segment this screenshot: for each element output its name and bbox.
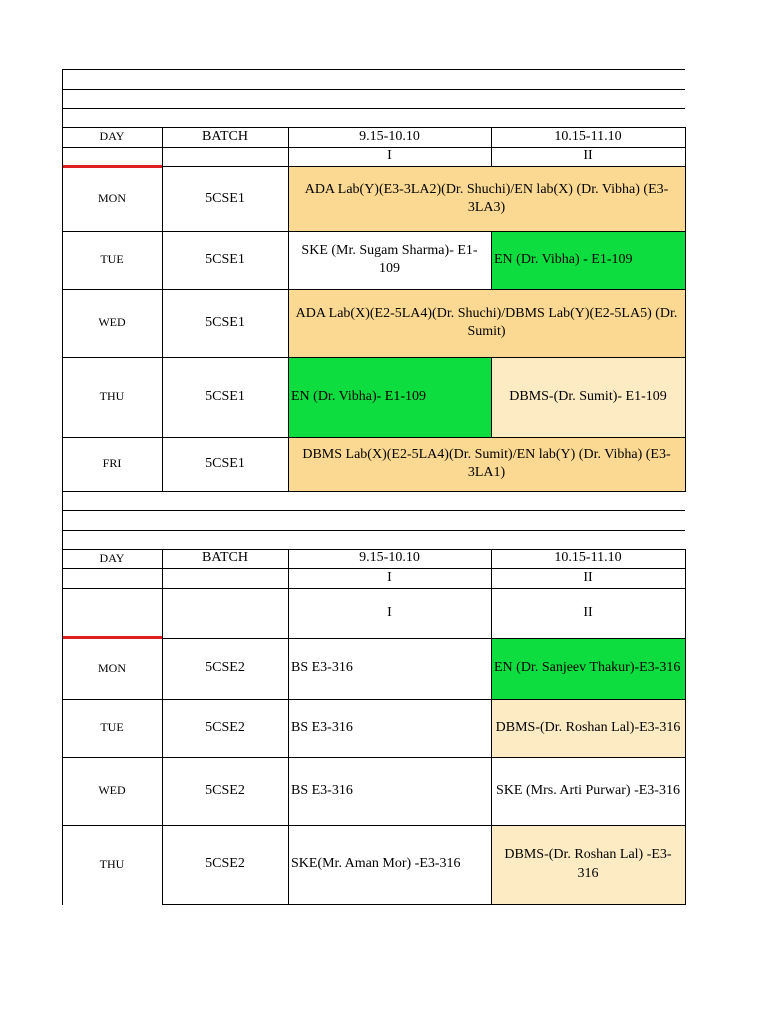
- t2-header-slot1-num-repeat: I: [387, 604, 392, 620]
- t2-row-mon-day: MON: [97, 660, 126, 675]
- t1-header-slot1-time: 9.15-10.10: [359, 128, 420, 144]
- t2-row-mon-batch: 5CSE2: [205, 660, 245, 676]
- t2-row-wed-day: WED: [98, 783, 126, 798]
- t1-row-tue-slot2: EN (Dr. Vibha) - E1-109: [494, 251, 633, 267]
- t1-row-wed-day: WED: [98, 315, 126, 330]
- t1-row-wed-lab: ADA Lab(X)(E2-5LA4)(Dr. Shuchi)/DBMS Lab(Y)(E2-5LA5) (Dr. Sumit): [295, 305, 678, 339]
- t1-row-fri-batch: 5CSE1: [205, 455, 245, 471]
- t1-row-thu-slot1: EN (Dr. Vibha)- E1-109: [291, 388, 426, 404]
- t1-row-fri-lab: DBMS Lab(X)(E2-5LA4)(Dr. Sumit)/EN lab(Y) (Dr. Vibha) (E3-3LA1): [302, 446, 671, 480]
- t1-row-thu-slot2: DBMS-(Dr. Sumit)- E1-109: [509, 388, 667, 404]
- t2-header-slot2-num: II: [583, 569, 593, 585]
- t2-row-wed-batch: 5CSE2: [205, 782, 245, 798]
- t1-header-batch: BATCH: [202, 128, 248, 144]
- t1-row-wed-batch: 5CSE1: [205, 314, 245, 330]
- t2-row-tue-day: TUE: [100, 720, 124, 735]
- t2-row-tue-slot2: DBMS-(Dr. Roshan Lal)-E3-316: [495, 719, 681, 735]
- t1-row-tue-slot1: SKE (Mr. Sugam Sharma)- E1-109: [301, 242, 478, 276]
- t1-row-mon-batch: 5CSE1: [205, 190, 245, 206]
- t2-row-wed-slot2: SKE (Mrs. Arti Purwar) -E3-316: [496, 782, 680, 798]
- t2-header-slot2-num-repeat: II: [583, 604, 593, 620]
- t1-row-fri-day: FRI: [102, 456, 122, 471]
- t1-row-thu-batch: 5CSE1: [205, 388, 245, 404]
- t1-header-slot2-time: 10.15-11.10: [554, 128, 622, 144]
- t2-row-wed-slot1: BS E3-316: [291, 782, 353, 798]
- t1-row-tue-day: TUE: [100, 252, 124, 267]
- t2-row-thu-day: THU: [99, 856, 125, 871]
- t1-header-day: DAY: [99, 129, 125, 144]
- t2-row-thu-batch: 5CSE2: [205, 856, 245, 872]
- t2-row-tue-slot1: BS E3-316: [291, 719, 353, 735]
- t2-header-slot1-time: 9.15-10.10: [359, 550, 420, 566]
- t2-header-batch: BATCH: [202, 550, 248, 566]
- t2-row-thu-slot2: DBMS-(Dr. Roshan Lal) -E3-316: [504, 847, 672, 881]
- t1-row-tue-batch: 5CSE1: [205, 251, 245, 267]
- t2-row-mon-slot2: EN (Dr. Sanjeev Thakur)-E3-316: [494, 660, 681, 676]
- t1-header-slot2-num: II: [583, 148, 593, 164]
- t1-row-mon-lab: ADA Lab(Y)(E3-3LA2)(Dr. Shuchi)/EN lab(X) (Dr. Vibha) (E3-3LA3): [304, 181, 669, 215]
- t1-row-mon-day: MON: [97, 191, 126, 206]
- t1-header-slot1-num: I: [387, 148, 392, 164]
- t2-header-slot1-num: I: [387, 569, 392, 585]
- t2-row-mon-slot1: BS E3-316: [291, 660, 353, 676]
- t2-row-thu-slot1: SKE(Mr. Aman Mor) -E3-316: [291, 856, 461, 872]
- t1-row-thu-day: THU: [99, 389, 125, 404]
- t2-header-day: DAY: [99, 550, 125, 565]
- t2-row-tue-batch: 5CSE2: [205, 719, 245, 735]
- t2-header-slot2-time: 10.15-11.10: [554, 550, 622, 566]
